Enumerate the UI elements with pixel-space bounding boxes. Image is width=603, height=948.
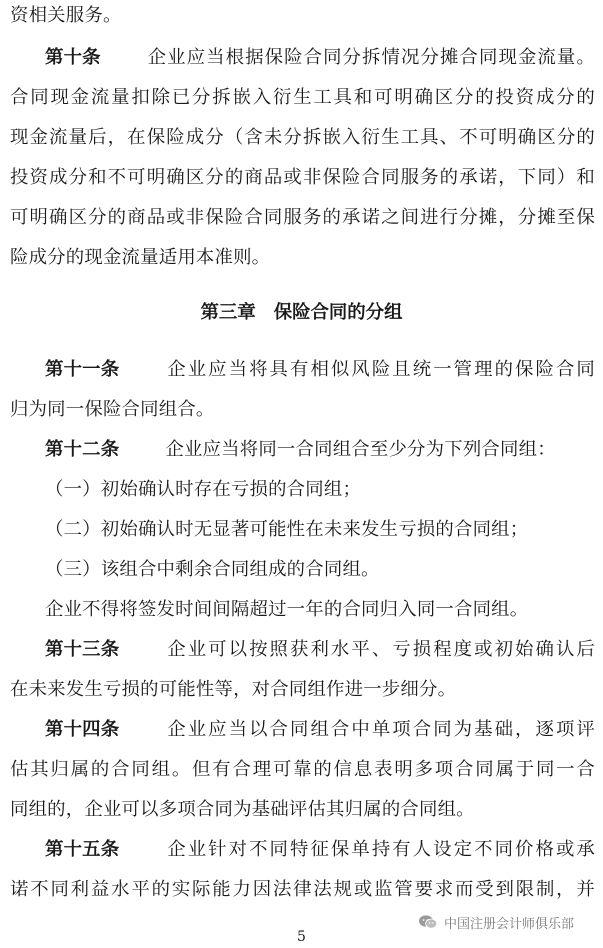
article-15-line (45, 838, 595, 862)
text-line: 企业不得将签发时间间隔超过一年的合同归入同一合同组。 (45, 599, 529, 620)
article-label: 第十二条 (45, 439, 120, 460)
page-number: 5 (297, 929, 306, 945)
chapter-heading (0, 301, 603, 325)
article-label: 第十五条 (45, 839, 120, 860)
text-line: 归为同一保险合同组合。 (10, 399, 215, 420)
chapter-title: 保险合同的分组 (273, 302, 403, 323)
article-text: 企业针对不同特征保单持有人设定不同价格或承 (165, 839, 595, 860)
article-label: 第十一条 (45, 359, 120, 380)
article-text: 企业可以按照获利水平、亏损程度或初始确认后 (165, 639, 595, 660)
article-14-line (45, 718, 595, 742)
text-line: 资相关服务。 (10, 5, 122, 26)
text-line: 可明确区分的商品或非保险合同服务的承诺之间进行分摊，分摊至保 (10, 207, 595, 228)
chapter-number: 第三章 (200, 302, 256, 323)
article-text: 企业应当以合同组合中单项合同为基础，逐项评 (165, 719, 595, 740)
article-13-line (45, 638, 595, 662)
text-line: 诺不同利益水平的实际能力因法律法规或监管要求而受到限制，并 (10, 879, 595, 900)
text-line: 估其归属的合同组。但有合理可靠的信息表明多项合同属于同一合 (10, 759, 595, 780)
text-line: 合同现金流量扣除已分拆嵌入衍生工具和可明确区分的投资成分的 (10, 87, 595, 108)
text-line: 险成分的现金流量适用本准则。 (10, 247, 271, 268)
article-11-line (45, 358, 595, 382)
article-text: 企业应当根据保险合同分拆情况分摊合同现金流量。 (146, 47, 595, 68)
article-10-line (45, 46, 595, 70)
article-12-line (45, 438, 595, 462)
list-item: （二）初始确认时无显著可能性在未来发生亏损的合同组； (45, 519, 529, 540)
article-text: 企业应当将同一合同组合至少分为下列合同组： (165, 439, 556, 460)
article-label: 第十三条 (45, 639, 120, 660)
text-line: 投资成分和不可明确区分的商品或非保险合同服务的承诺，下同）和 (10, 167, 595, 188)
article-label: 第十条 (45, 47, 101, 68)
watermark-text: 中国注册会计师俱乐部 (444, 916, 575, 932)
article-text: 企业应当将具有相似风险且统一管理的保险合同 (165, 359, 595, 380)
list-item: （三）该组合中剩余合同组成的合同组。 (45, 559, 380, 580)
text-line: 在未来发生亏损的可能性等，对合同组作进一步细分。 (10, 679, 457, 700)
text-line: 现金流量后，在保险成分（含未分拆嵌入衍生工具、不可明确区分的 (10, 127, 595, 148)
list-item: （一）初始确认时存在亏损的合同组； (45, 479, 362, 500)
article-label: 第十四条 (45, 719, 120, 740)
text-line: 同组的，企业可以多项合同为基础评估其归属的合同组。 (10, 799, 475, 820)
